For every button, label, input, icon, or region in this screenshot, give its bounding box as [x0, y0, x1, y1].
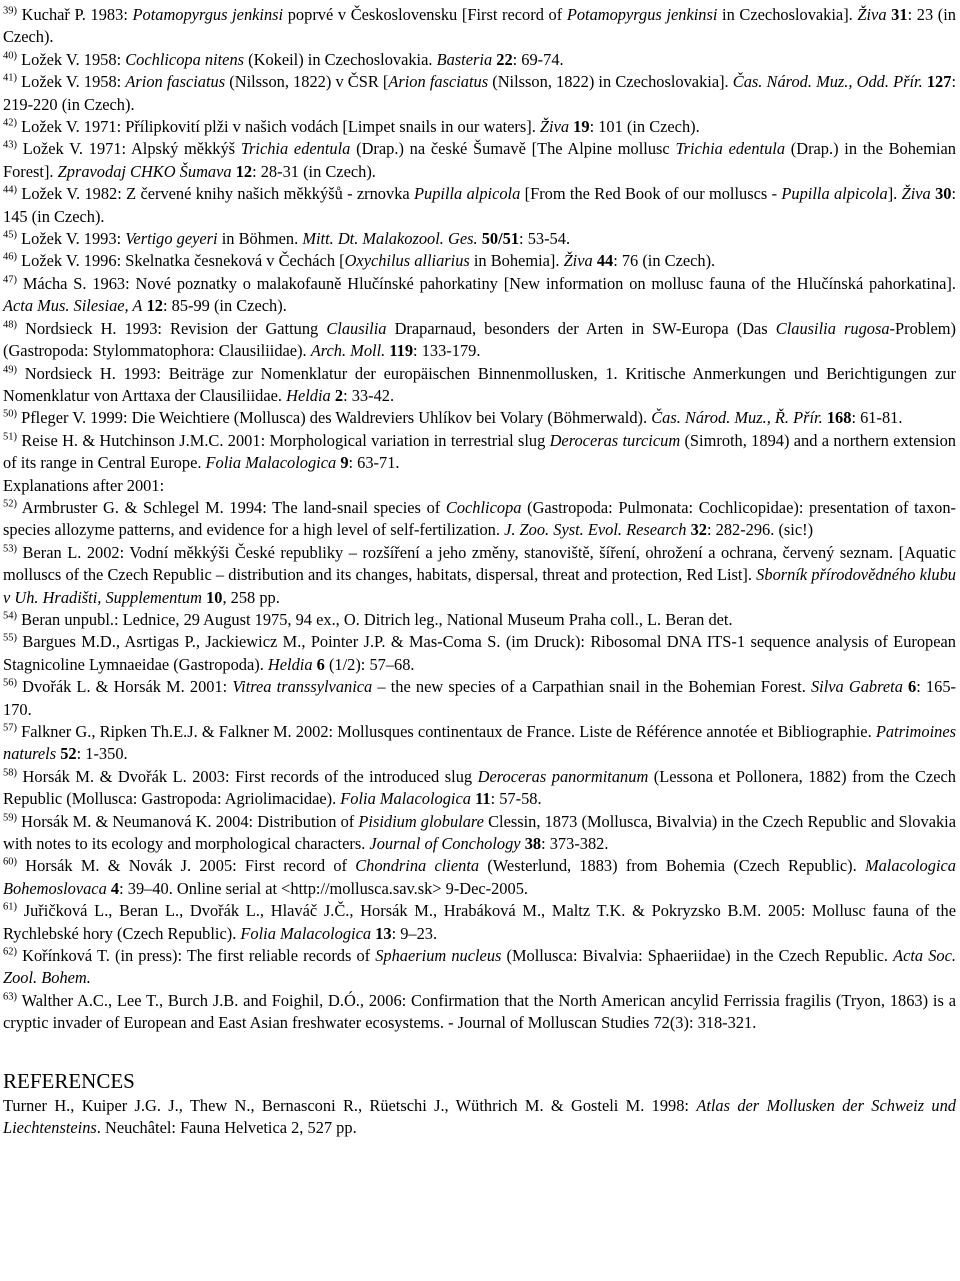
- italic-text: Cochlicopa: [445, 497, 522, 517]
- entry-text: -Problem) (Gastropoda: Stylommatophora: Clausiliidae).: [3, 318, 957, 361]
- reference-entry: [3, 71, 956, 116]
- references-heading: REFERENCES: [3, 1068, 135, 1093]
- italic-text: Trichia edentula: [675, 139, 786, 159]
- bold-volume: 12: [235, 161, 253, 181]
- italic-text: Silva Gabreta: [810, 677, 903, 697]
- reference-entry: [3, 811, 956, 856]
- reference-entry: [3, 945, 956, 990]
- italic-text: Chondrina clienta: [355, 856, 480, 876]
- entry-text: Horsák M. & Dvořák L. 2003: First records of the introduced slug: [22, 766, 478, 786]
- italic-text: Arion fasciatus: [125, 72, 226, 92]
- entry-text: Ložek V. 1958:: [21, 72, 126, 92]
- reference-entry: [3, 676, 956, 721]
- italic-text: Folia Malacologica: [240, 923, 372, 943]
- bold-volume: 10: [206, 587, 223, 607]
- entry-text: Clessin, 1873 (Mollusca, Bivalvia) in the Czech Republic and Slovakia with notes to its ecology and morphological characters.: [3, 811, 956, 854]
- entry-text: Kuchař P. 1983:: [21, 5, 133, 24]
- reference-number: 50): [3, 408, 17, 420]
- italic-text: Trichia edentula: [240, 139, 351, 159]
- italic-text: Heldia: [286, 385, 331, 405]
- entry-text: . Neuchâtel: Fauna Helvetica 2, 527 pp.: [96, 1118, 357, 1138]
- bold-volume: 31: [891, 5, 908, 24]
- entry-text: (Westerlund, 1883) from Bohemia (Czech Republic).: [479, 856, 865, 876]
- entry-text: in Bohemia].: [469, 251, 564, 271]
- entry-text: : 373-382.: [541, 834, 609, 854]
- reference-entry: [3, 900, 956, 945]
- italic-text: Cochlicopa nitens: [125, 49, 245, 69]
- entry-text: : 76 (in Czech).: [613, 251, 716, 271]
- reference-number: 49): [3, 364, 17, 376]
- entry-text: Kořínková T. (in press): The first reliable records of: [22, 946, 376, 966]
- italic-text: Vitrea transsylvanica: [232, 677, 373, 697]
- entry-text: (Drap.) na české Šumavě [The Alpine mollusc: [350, 139, 676, 159]
- entry-text: in Czechoslovakia].: [717, 5, 858, 24]
- italic-text: Arion fasciatus: [388, 72, 489, 92]
- entry-text: : 23 (in Czech).: [3, 5, 956, 47]
- reference-entry: [3, 250, 956, 272]
- italic-text: Čas. Národ. Muz., Odd. Přír.: [732, 72, 923, 92]
- entry-text: : 61-81.: [851, 408, 903, 428]
- entry-text: poprvé v Československu [First record of: [283, 5, 567, 24]
- reference-number: 60): [3, 856, 17, 868]
- reference-number: 44): [3, 184, 17, 196]
- italic-text: Patrimoines naturels: [3, 722, 956, 764]
- reference-number: 48): [3, 319, 17, 331]
- italic-text: Basteria: [436, 49, 493, 69]
- italic-text: J. Zoo. Syst. Evol. Research: [504, 520, 687, 540]
- entry-text: : 9–23.: [391, 923, 438, 943]
- bold-volume: 32: [690, 520, 707, 540]
- entry-text: Horsák M. & Novák J. 2005: First record of: [25, 856, 356, 876]
- bold-volume: 2: [334, 385, 344, 405]
- reference-entry: [3, 766, 956, 811]
- bold-volume: 4: [110, 878, 120, 898]
- reference-number: 56): [3, 677, 17, 689]
- reference-entry: [3, 990, 956, 1035]
- italic-text: Pupilla alpicola: [781, 184, 888, 204]
- reference-number: 57): [3, 722, 17, 734]
- bold-volume: 30: [935, 184, 952, 204]
- italic-text: Folia Malacologica: [340, 789, 471, 809]
- entry-text: Horsák M. & Neumanová K. 2004: Distribution of: [21, 811, 359, 831]
- reference-entry: [3, 4, 956, 49]
- bold-volume: 12: [146, 296, 163, 316]
- reference-number: 53): [3, 543, 17, 555]
- reference-number: 42): [3, 117, 17, 129]
- entry-text: : 39–40. Online serial at <http://mollusca.sav.sk> 9-Dec-2005.: [119, 878, 528, 898]
- references-section: [3, 1095, 956, 1140]
- entry-text: (Kokeil) in Czechoslovakia.: [244, 49, 437, 69]
- entry-text: ].: [887, 184, 902, 204]
- entry-text: : 33-42.: [343, 385, 395, 405]
- entry-text: : 28-31 (in Czech).: [252, 161, 376, 181]
- entry-text: : 101 (in Czech).: [589, 117, 700, 137]
- reference-number: 51): [3, 431, 17, 443]
- entry-text: Mácha S. 1963: Nové poznatky o malakofauně Hlučínské pahorkatiny [New information on mollusc fauna of the Hlučínská pahorkatina].: [22, 273, 956, 293]
- reference-entry: [3, 542, 956, 609]
- reference-entry: [3, 318, 956, 363]
- entry-text: Turner H., Kuiper J.G. J., Thew N., Bernasconi R., Rüetschi J., Wüthrich M. & Gosteli M. 1998:: [3, 1095, 697, 1115]
- entry-text: [From the Red Book of our molluscs -: [520, 184, 782, 204]
- reference-number: 61): [3, 901, 17, 913]
- entry-text: Juřičková L., Beran L., Dvořák L., Hlaváč J.Č., Horsák M., Hrabáková M., Maltz T.K. & Pokryzsko B.M. 2005: Mollusc fauna of the Rychlebské hory (Czech Republic).: [3, 901, 956, 943]
- italic-text: Malacologica Bohemoslovaca: [3, 856, 956, 898]
- bold-volume: 6: [908, 677, 917, 697]
- entry-text: Reise H. & Hutchinson J.M.C. 2001: Morphological variation in terrestrial slug: [21, 430, 550, 450]
- entry-text: , 258 pp.: [222, 587, 280, 607]
- entry-text: Ložek V. 1971: Přílipkovití plži v našich vodách [Limpet snails in our waters].: [21, 117, 540, 137]
- italic-text: Pupilla alpicola: [413, 184, 521, 204]
- reference-entry: [3, 609, 956, 631]
- reference-number: 55): [3, 632, 17, 644]
- entry-text: Ložek V. 1982: Z červené knihy našich měkkýšů - zrnovka: [21, 184, 414, 204]
- italic-text: Deroceras turcicum: [549, 430, 681, 450]
- entry-text: Explanations after 2001:: [3, 475, 165, 495]
- reference-number: 43): [3, 139, 17, 151]
- entry-text: : 165-170.: [3, 677, 956, 719]
- italic-text: Potamopyrgus jenkinsi: [566, 5, 718, 24]
- bold-volume: 9: [340, 453, 349, 473]
- italic-text: Heldia: [267, 654, 313, 674]
- entry-text: (Mollusca: Bivalvia: Sphaeriidae) in the Czech Republic.: [501, 946, 894, 966]
- entry-text: (Lessona et Pollonera, 1882) from the Czech Republic (Mollusca: Gastropoda: Agriolimacidae).: [3, 766, 956, 809]
- bold-volume: 6: [316, 654, 325, 674]
- bold-volume: 13: [375, 923, 392, 943]
- entry-text: Nordsieck H. 1993: Beiträge zur Nomenklatur der europäischen Binnenmollusken, 1. Kritische Anmerkungen und Berichtigungen zur Nomenklatur von Arttaxa der Clausiliidae.: [3, 363, 956, 405]
- italic-text: Čas. Národ. Muz., Ř. Přír.: [651, 408, 823, 428]
- bold-volume: 50/51: [481, 229, 520, 249]
- entry-text: Draparnaud, besonders der Arten in SW-Europa (Das: [386, 318, 776, 338]
- bold-volume: 22: [496, 49, 513, 69]
- entry-text: : 133-179.: [413, 341, 481, 361]
- italic-text: Potamopyrgus jenkinsi: [132, 5, 284, 24]
- bold-volume: 119: [389, 341, 414, 361]
- reference-entry: [3, 721, 956, 766]
- entry-text: in Böhmen.: [217, 229, 303, 249]
- reference-entry: [3, 138, 956, 183]
- reference-entry: [3, 228, 956, 250]
- bold-volume: 168: [826, 408, 852, 428]
- italic-text: Vertigo geyeri: [125, 229, 218, 249]
- reference-number: 40): [3, 50, 17, 62]
- entry-text: : 145 (in Czech).: [3, 184, 957, 226]
- reference-entry: [3, 855, 956, 900]
- italic-text: Zpravodaj CHKO Šumava: [57, 161, 232, 181]
- reference-entry: [3, 183, 956, 228]
- reference-entry: [3, 116, 956, 138]
- entry-text: Falkner G., Ripken Th.E.J. & Falkner M. 2002: Mollusques continentaux de France. Liste de Référence annotée et Bibliographie.: [21, 722, 876, 741]
- entry-text: Ložek V. 1971: Alpský měkkýš: [22, 139, 241, 159]
- bold-volume: 52: [60, 744, 77, 764]
- entry-text: – the new species of a Carpathian snail in the Bohemian Forest.: [372, 677, 811, 697]
- reference-entry: [3, 407, 956, 429]
- reference-number: 58): [3, 767, 17, 779]
- italic-text: Pisidium globulare: [358, 811, 484, 831]
- italic-text: Sborník přírodovědného klubu v Uh. Hradišti, Supplementum: [3, 565, 956, 607]
- reference-number: 52): [3, 498, 17, 510]
- entry-text: (Nilsson, 1822) v ČSR [: [225, 72, 389, 92]
- reference-number: 59): [3, 812, 17, 824]
- entry-text: Beran L. 2002: Vodní měkkýši České republiky – rozšíření a jeho změny, stanoviště, šíření, ohrožení a ochrana, červený seznam. [Aquatic molluscs of the Czech Republic – distribution and its changes, habitats, dispersal, threat and protection, Red List].: [3, 542, 956, 585]
- entry-text: Dvořák L. & Horsák M. 2001:: [22, 677, 233, 697]
- italic-text: Folia Malacologica: [205, 453, 337, 473]
- italic-text: Clausilia: [326, 318, 387, 338]
- reference-entry: [3, 497, 956, 542]
- bold-volume: 127: [926, 72, 952, 92]
- bold-volume: 38: [524, 834, 542, 854]
- italic-text: Mitt. Dt. Malakozool. Ges.: [302, 229, 478, 249]
- reference-entry: [3, 363, 956, 408]
- bold-volume: 44: [596, 251, 614, 271]
- italic-text: Acta Soc. Zool. Bohem.: [3, 946, 956, 988]
- reference-number: 63): [3, 991, 17, 1003]
- entry-text: (Nilsson, 1822) in Czechoslovakia].: [488, 72, 733, 92]
- italic-text: Deroceras panormitanum: [477, 766, 649, 786]
- entry-text: Bargues M.D., Asrtigas P., Jackiewicz M., Pointer J.P. & Mas-Coma S. (im Druck): Ribosomal DNA ITS-1 sequence analysis of European Stagnicoline Lymnaeidae (Gastropoda).: [3, 632, 956, 674]
- reference-entry: [3, 430, 956, 475]
- entry-text: : 1-350.: [76, 744, 128, 764]
- entry-text: : 63-71.: [348, 453, 400, 473]
- entry-text: : 282-296. (sic!): [706, 520, 814, 540]
- reference-number: 54): [3, 610, 17, 622]
- reference-number: 41): [3, 72, 17, 84]
- reference-entry: [3, 273, 956, 318]
- entry-text: Beran unpubl.: Lednice, 29 August 1975, 94 ex., O. Ditrich leg., National Museum Praha coll., L. Beran det.: [21, 609, 733, 629]
- entry-text: (1/2): 57–68.: [324, 654, 415, 674]
- italic-text: Arch. Moll.: [310, 341, 386, 361]
- section-note: [3, 475, 956, 497]
- entry-text: : 53-54.: [519, 229, 571, 249]
- entry-text: : 57-58.: [490, 789, 542, 809]
- entry-text: (Drap.) in the Bohemian Forest].: [3, 139, 956, 181]
- reference-number: 46): [3, 252, 17, 263]
- italic-text: Živa: [857, 5, 887, 24]
- reference-entry: [3, 1095, 956, 1140]
- italic-text: Živa: [563, 251, 593, 271]
- italic-text: Journal of Conchology: [369, 834, 521, 854]
- entry-text: : 219-220 (in Czech).: [3, 72, 956, 114]
- reference-number: 62): [3, 946, 17, 958]
- italic-text: Acta Mus. Silesiae, A: [3, 296, 143, 316]
- reference-number: 39): [3, 5, 17, 17]
- reference-entry: [3, 631, 956, 676]
- entry-text: : 85-99 (in Czech).: [162, 296, 287, 316]
- entry-text: Nordsieck H. 1993: Revision der Gattung: [25, 318, 327, 338]
- entry-text: : 69-74.: [512, 49, 564, 69]
- entry-text: Armbruster G. & Schlegel M. 1994: The land-snail species of: [21, 497, 446, 517]
- italic-text: Živa: [901, 184, 931, 204]
- entry-text: (Gastropoda: Pulmonata: Cochlicopidae): presentation of taxon-species allozyme patterns, and evidence for a high level of self-fertilization.: [3, 497, 956, 540]
- italic-text: Oxychilus alliarius: [344, 251, 470, 271]
- entry-text: Pfleger V. 1999: Die Weichtiere (Mollusca) des Waldreviers Uhlíkov bei Volary (Böhmerwald).: [21, 408, 652, 428]
- reference-entry: [3, 49, 956, 71]
- reference-number: 45): [3, 229, 17, 241]
- bold-volume: 19: [573, 117, 590, 137]
- reference-list: [3, 4, 956, 1035]
- entry-text: Ložek V. 1996: Skelnatka česneková v Čechách [: [21, 251, 345, 271]
- italic-text: Sphaerium nucleus: [375, 946, 502, 966]
- entry-text: Ložek V. 1958:: [21, 49, 126, 69]
- entry-text: Ložek V. 1993:: [21, 229, 126, 249]
- italic-text: Živa: [539, 117, 570, 137]
- italic-text: Atlas der Mollusken der Schweiz und Liechtensteins: [3, 1095, 956, 1138]
- entry-text: (Simroth, 1894) and a northern extension of its range in Central Europe.: [3, 430, 956, 473]
- entry-text: Walther A.C., Lee T., Burch J.B. and Foighil, D.Ó., 2006: Confirmation that the North American ancylid Ferrissia fragilis (Tryon, 1863) is a cryptic invader of European and East Asian freshwater ecosystems. - Journal of Molluscan Studies 72(3): 318-321.: [3, 990, 956, 1033]
- italic-text: Clausilia rugosa: [775, 318, 890, 338]
- reference-number: 47): [3, 274, 17, 286]
- bold-volume: 11: [475, 789, 491, 809]
